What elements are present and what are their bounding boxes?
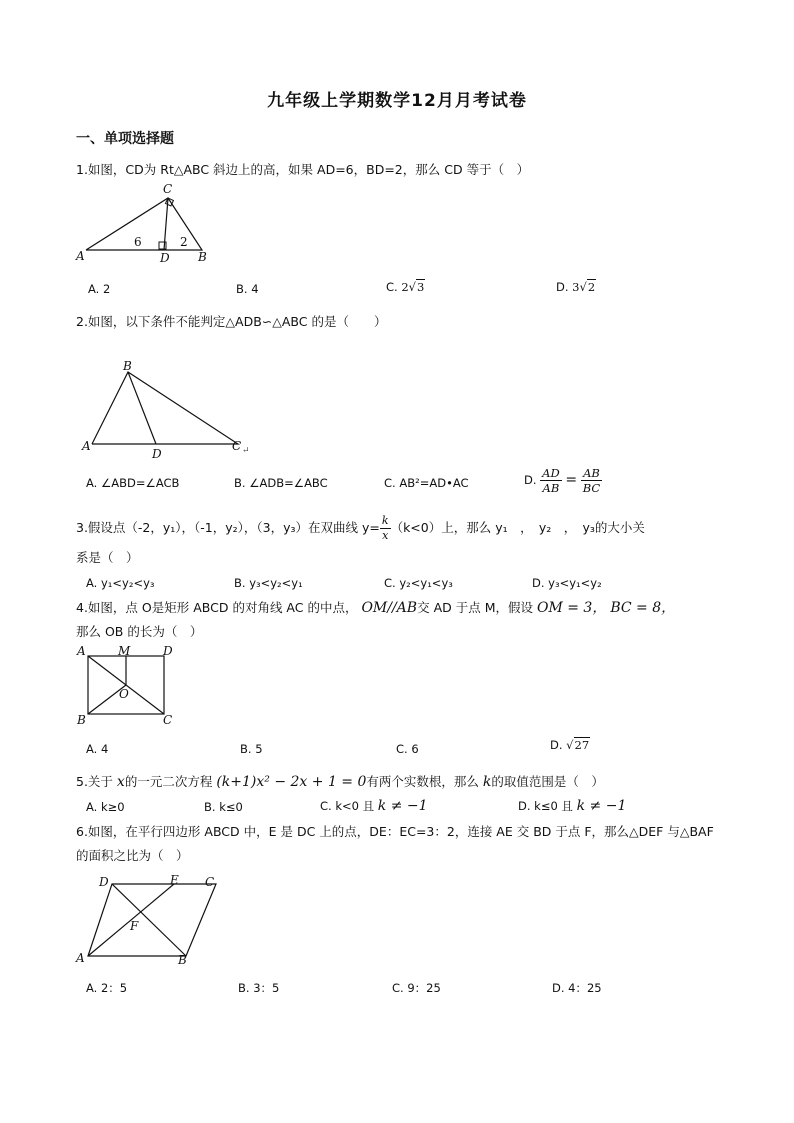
q2-option-b: B. ∠ADB=∠ABC — [234, 476, 328, 490]
question-1-stem: 1.如图，CD为 Rt△ABC 斜边上的高，如果 AD=6，BD=2，那么 CD 等于（ ） — [76, 162, 530, 177]
question-5-stem: 5.关于 x的一元二次方程 (k+1)x² − 2x + 1 = 0有两个实数根，那么 k的取值范围是（ ） — [76, 774, 604, 790]
q5-option-b: B. k≤0 — [204, 800, 243, 814]
question-2-stem: 2.如图，以下条件不能判定△ADB∽△ABC 的是（ ） — [76, 314, 387, 329]
diagonal-bd — [112, 884, 186, 956]
label-b: B — [123, 359, 132, 373]
fraction-k-over-x: $\frac{k}{x}$ — [381, 514, 389, 542]
q4-option-a: A. 4 — [86, 742, 109, 756]
label-b: B — [77, 713, 86, 727]
parallelogram-abcd — [88, 884, 216, 956]
q2-option-d: D. $\frac{AD}{AB}$ = $\frac{AB}{BC}$ — [524, 466, 601, 495]
question-4-stem: 4.如图，点 O是矩形 ABCD 的对角线 AC 的中点， OM//AB交 AD 于点 M，假设 OM = 3， BC = 8， — [76, 600, 676, 616]
sqrt-expression: 3√2 — [572, 280, 596, 294]
q1-option-d: D. 3√2 — [556, 280, 596, 294]
label-b: B — [198, 250, 207, 264]
q4-option-c: C. 6 — [396, 742, 419, 756]
section-heading: 一、单项选择题 — [76, 131, 174, 147]
fraction-ad-ab: $\frac{AD}{AB}$ — [542, 466, 560, 495]
q6-option-b: B. 3：5 — [238, 981, 280, 995]
q1-option-b: B. 4 — [236, 282, 259, 296]
fraction-ab-bc: $\frac{AB}{BC}$ — [582, 466, 601, 495]
question-3-stem-line2: 系是（ ） — [76, 550, 139, 565]
label-a: A — [76, 951, 85, 965]
q6-option-c: C. 9：25 — [392, 981, 441, 995]
q4-option-d: D. √27 — [550, 738, 590, 752]
question-4-stem-line2: 那么 OB 的长为（ ） — [76, 624, 203, 639]
label-e: E — [170, 873, 179, 887]
question-6-stem: 6.如图，在平行四边形 ABCD 中，E 是 DC 上的点，DE：EC=3：2，连接 AE 交 BD 于点 F，那么△DEF 与△BAF — [76, 824, 714, 839]
triangle-abc — [92, 372, 238, 444]
label-c: C — [205, 875, 215, 889]
label-d: D — [163, 644, 173, 658]
q5-option-d: D. k≤0 且 k ≠ −1 — [518, 798, 627, 814]
q5-option-c: C. k<0 且 k ≠ −1 — [320, 798, 428, 814]
sqrt-expression: 2√3 — [401, 280, 425, 294]
question-2-figure — [80, 358, 255, 462]
label-f: F — [130, 919, 139, 933]
question-4-figure — [74, 644, 184, 728]
q6-option-d: D. 4：25 — [552, 981, 602, 995]
q6-option-a: A. 2：5 — [86, 981, 128, 995]
label-c: C — [163, 182, 173, 196]
page-title: 九年级上学期数学12月月考试卷 — [267, 91, 527, 111]
label-b: B — [178, 953, 187, 967]
label-d: D — [99, 875, 109, 889]
question-1-figure — [74, 180, 214, 264]
label-six: 6 — [134, 235, 142, 249]
label-o: O — [119, 687, 129, 701]
paragraph-mark: ↵ — [242, 446, 250, 456]
label-c: C — [163, 713, 173, 727]
q1-option-c: C. 2√3 — [386, 280, 425, 294]
label-d: D — [152, 447, 162, 461]
question-3-stem: 3.假设点（-2，y₁），（-1，y₂），（3，y₃）在双曲线 y= $\frac{k}{x}$ （k<0）上，那么 y₁ ， y₂ ， y₃的大小关 — [76, 514, 645, 542]
q1-option-a: A. 2 — [88, 282, 111, 296]
label-a: A — [82, 439, 91, 453]
q3-option-c: C. y₂<y₁<y₃ — [384, 576, 453, 590]
q4-option-b: B. 5 — [240, 742, 263, 756]
label-m: M — [118, 644, 131, 658]
question-6-stem-line2: 的面积之比为（ ） — [76, 848, 189, 863]
label-a: A — [77, 644, 86, 658]
q3-option-d: D. y₃<y₁<y₂ — [532, 576, 602, 590]
q5-option-a: A. k≥0 — [86, 800, 125, 814]
label-d: D — [160, 251, 170, 264]
segment-bd — [128, 372, 156, 444]
label-two: 2 — [180, 235, 188, 249]
label-a: A — [76, 249, 85, 263]
q2-option-c: C. AB²=AD•AC — [384, 476, 469, 490]
question-6-figure — [74, 872, 224, 968]
q3-option-b: B. y₃<y₂<y₁ — [234, 576, 303, 590]
sqrt-expression: √27 — [566, 738, 590, 752]
q2-option-a: A. ∠ABD=∠ACB — [86, 476, 180, 490]
label-c: C — [232, 439, 242, 453]
q3-option-a: A. y₁<y₂<y₃ — [86, 576, 155, 590]
